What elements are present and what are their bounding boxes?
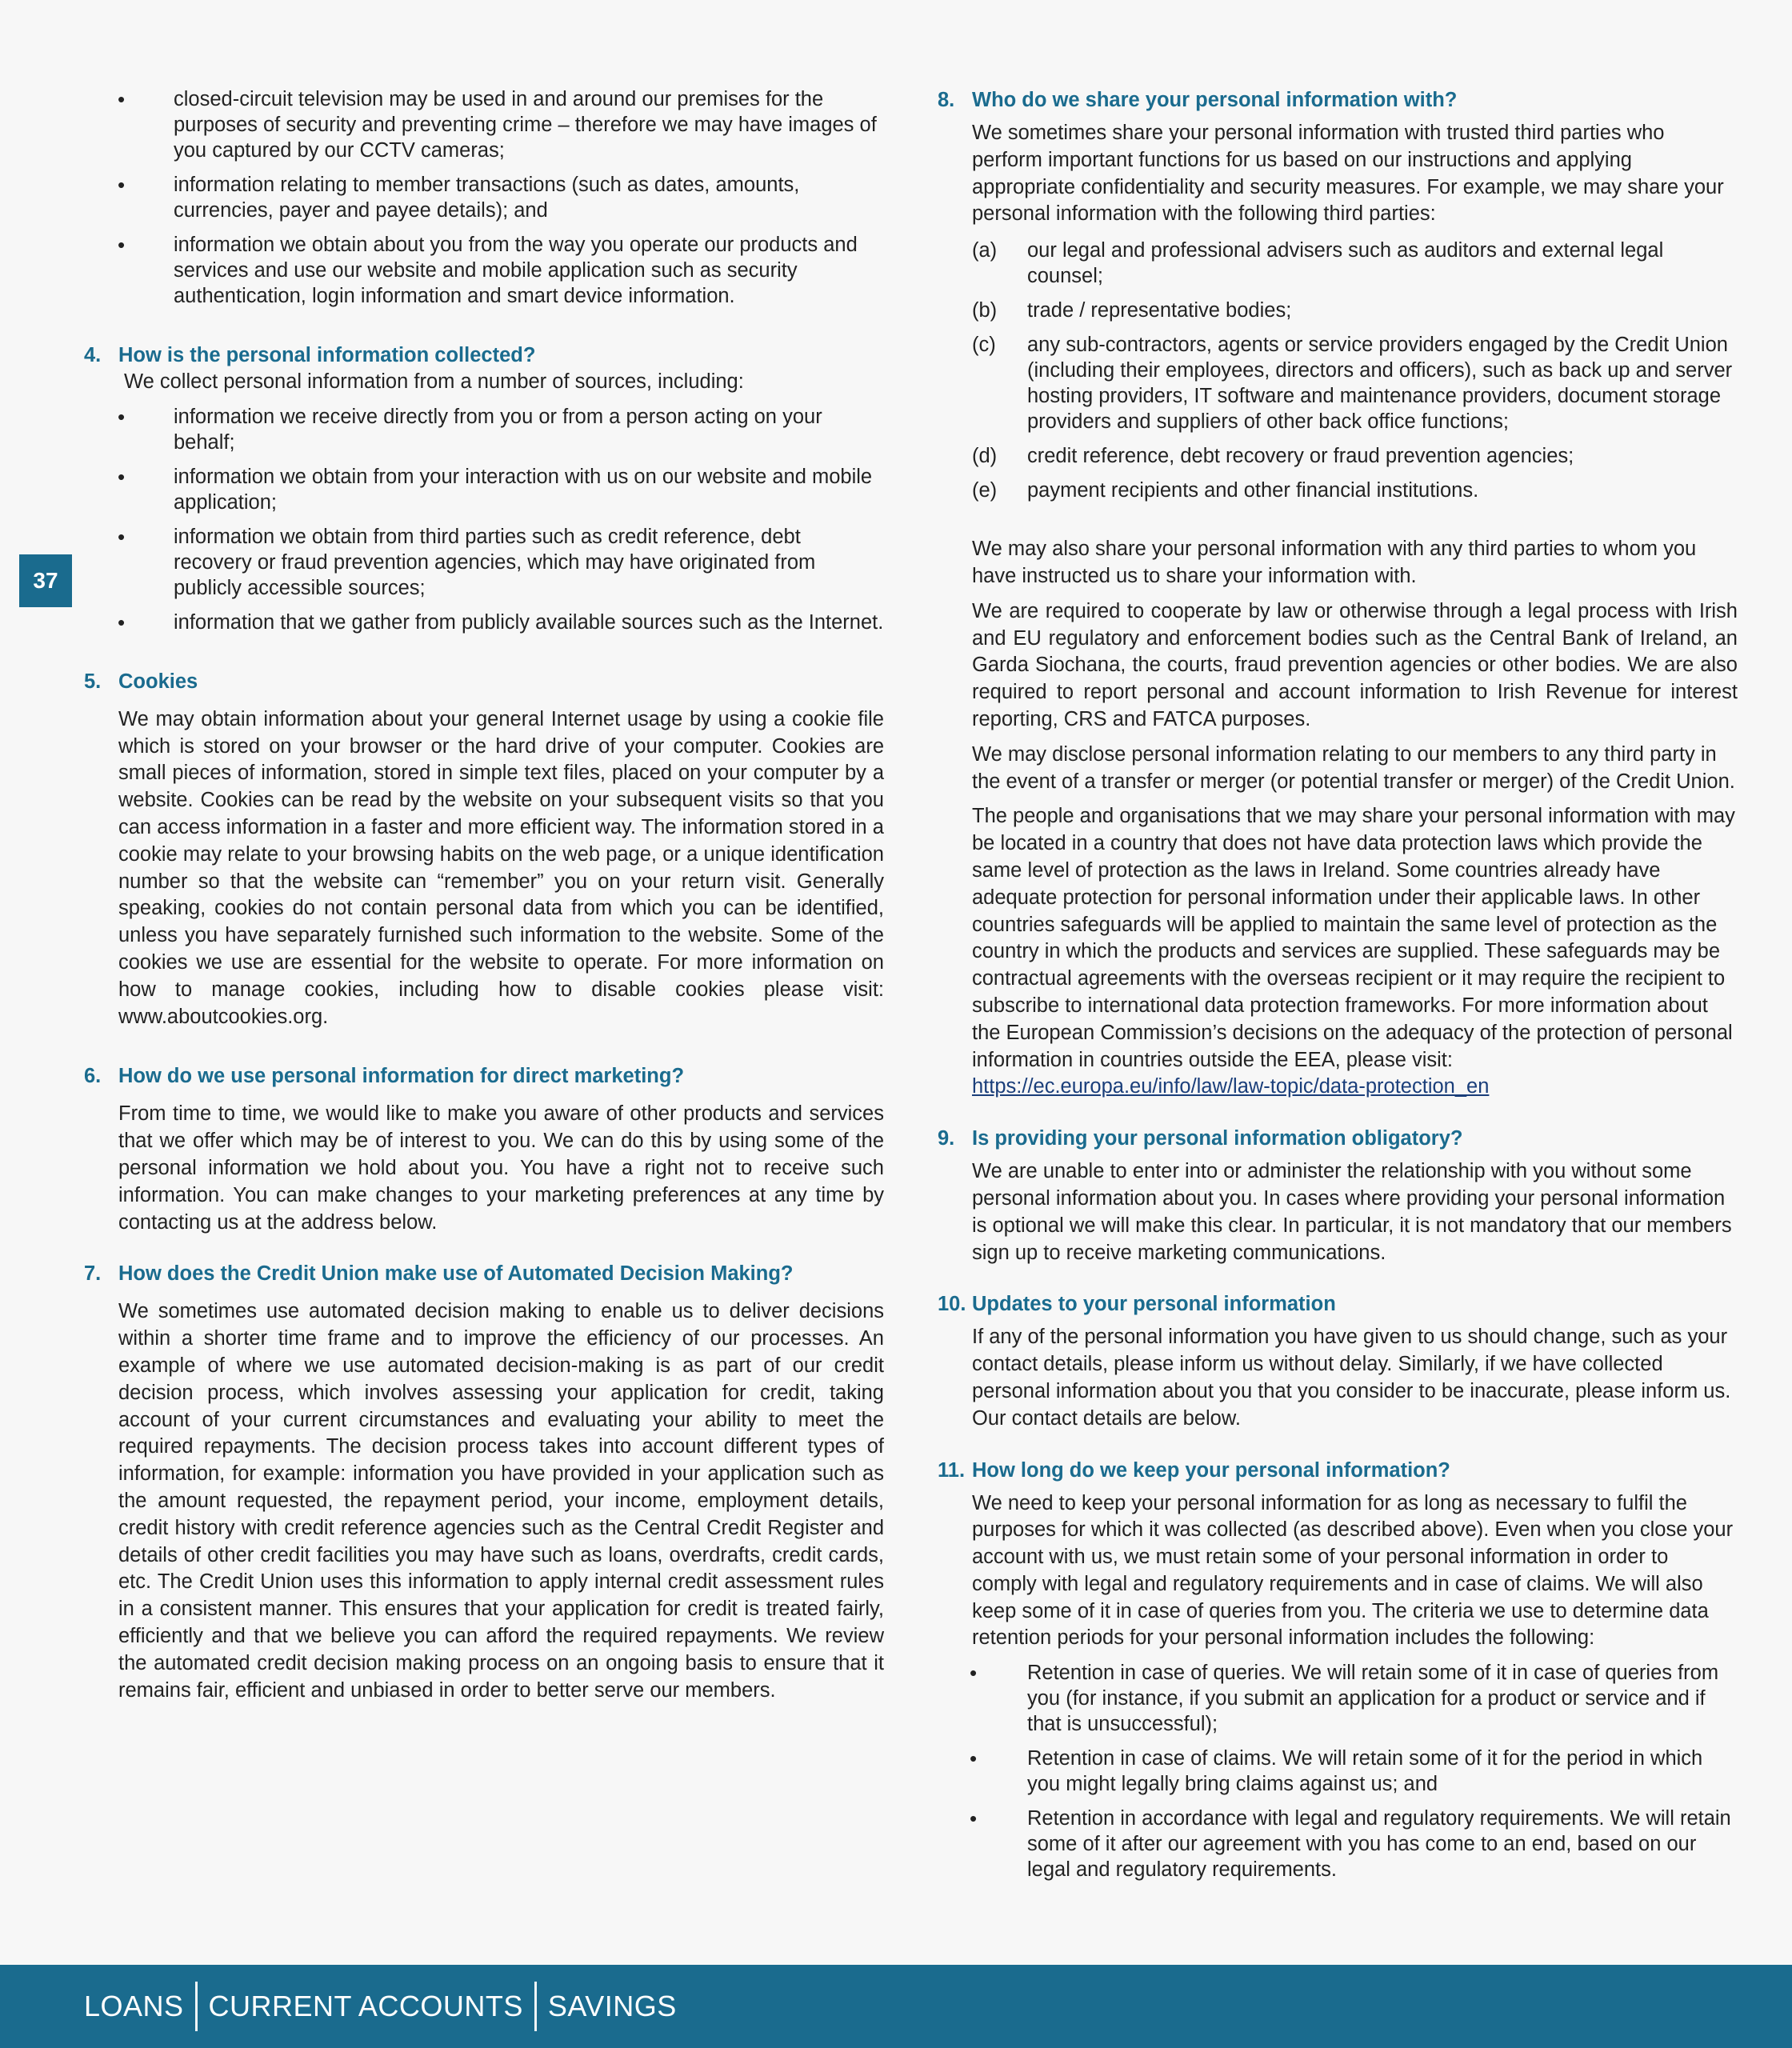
section-title: How long do we keep your personal information? (972, 1458, 1450, 1482)
list-item: • information we obtain from third parties such as credit reference, debt recovery or fraud prevention agencies, which may have originated from publicly accessible sources; (84, 524, 884, 601)
section-8-intro: We sometimes share your personal information with trusted third parties who perform important functions for us based on our instructions and applying appropriate confidentiality and security measures. For example, we may share your personal information with the following third parties: (972, 122, 1724, 226)
section-4-bullet-list (84, 404, 884, 635)
list-item (938, 478, 1738, 503)
list-item: • information we obtain about you from the way you operate our products and services and use our website and mobile application such as security authentication, login information and smart device information. (84, 232, 884, 309)
list-item: • information that we gather from publicly available sources such as the Internet. (84, 610, 884, 635)
section-9-heading (938, 1125, 1738, 1152)
list-item: • Retention in case of queries. We will retain some of it in case of queries from you (for instance, if you submit an application for a product or service and if that is unsuccessful); (938, 1660, 1738, 1737)
item-label: (b) (972, 299, 998, 322)
section-11-body: We need to keep your personal information for as long as necessary to fulfil the purposes for which it was collected (as described above). Even when you close your account with us, we must retain some of your personal information in order to comply with legal and regulatory requirements and in case of claims. We will also keep some of it in case of queries from you. The criteria we use to determine data retention periods for your personal information includes the following: (972, 1491, 1734, 1650)
section-number: 6. (84, 1065, 102, 1088)
list-item: • information we obtain from your interaction with us on our website and mobile application; (84, 464, 884, 515)
right-column (938, 86, 1738, 1891)
footer-item-current-accounts[interactable]: CURRENT ACCOUNTS (208, 1990, 523, 2022)
section-title: How do we use personal information for direct marketing? (118, 1065, 685, 1088)
section-number: 7. (84, 1262, 102, 1286)
section-number: 9. (938, 1127, 955, 1150)
section-4-heading (84, 342, 884, 369)
list-item (938, 443, 1738, 469)
item-label: (d) (972, 445, 998, 468)
section-title: Cookies (118, 670, 198, 693)
section-4-intro: We collect personal information from a number of sources, including: (124, 370, 744, 393)
section-title: Updates to your personal information (972, 1293, 1336, 1316)
section-8-paragraph: We may also share your personal information with any third parties to whom you have instructed us to share your information with. (972, 538, 1697, 587)
section-11-heading (938, 1457, 1738, 1484)
item-label: (e) (972, 479, 998, 502)
list-item (938, 298, 1738, 323)
section-7-heading (84, 1260, 884, 1287)
paragraph-text: The people and organisations that we may share your personal information with may be located in a country that does not have data protection laws which provide the same level of protection as the laws in Ireland. Some countries already have adequate protection for personal information under their applicable laws. In other countries safeguards will be applied to maintain the same level of protection as the country in which the products and services are supplied. These safeguards may be contractual agreements with the overseas recipient or it may require the recipient to subscribe to international data protection frameworks. For more information about the European Commission’s decisions on the adequacy of the protection of personal information in countries outside the EEA, please visit: (972, 805, 1735, 1071)
item-label: (c) (972, 334, 996, 357)
section-title: Who do we share your personal information with? (972, 89, 1458, 111)
section-8-lettered-list (938, 238, 1738, 503)
footer-divider (534, 1982, 537, 2031)
item-text: credit reference, debt recovery or fraud prevention agencies; (1027, 445, 1574, 468)
section-number: 4. (84, 344, 102, 366)
section-number: 10. (938, 1293, 966, 1316)
item-text: our legal and professional advisers such as auditors and external legal counsel; (1027, 239, 1664, 288)
section-10-body: If any of the personal information you have given to us should change, such as your contact details, please inform us without delay. Similarly, if we have collected personal information about you that you consider to be inaccurate, please inform us. Our contact details are below. (972, 1326, 1731, 1430)
footer-nav-bar (0, 1965, 1792, 2048)
list-item: • Retention in accordance with legal and regulatory requirements. We will retain some of it after our agreement with you has come to an end, based on our legal and regulatory requirements. (938, 1806, 1738, 1882)
section-title: How is the personal information collected? (118, 344, 536, 366)
section-number: 8. (938, 89, 955, 111)
list-item: • information relating to member transactions (such as dates, amounts, currencies, payer and payee details); and (84, 172, 884, 223)
footer-item-loans[interactable]: LOANS (84, 1990, 184, 2022)
section-5-heading (84, 668, 884, 695)
section-title: Is providing your personal information obligatory? (972, 1127, 1463, 1150)
section-11-bullet-list (938, 1660, 1738, 1882)
section-5-body: We may obtain information about your general Internet usage by using a cookie file which is stored on your browser or the hard drive of your computer. Cookies are small pieces of information, stored in simple text files, placed on your computer by a website. Cookies can be read by the website on your subsequent visits so that you can access information in a faster and more efficient way. The information stored in a cookie may relate to your browsing habits on the web page, or a unique identification number so that the website can “remember” you on your return visit. Generally speaking, cookies do not contain personal data from which you can be identified, unless you have separately furnished such information to the website. Some of the cookies we use are essential for the website to operate. For more information on how to manage cookies, including how to disable cookies please visit: www.aboutcookies.org. (118, 707, 884, 1028)
section-8-paragraph: We are required to cooperate by law or otherwise through a legal process with Irish and EU regulatory and enforcement bodies such as the Central Bank of Ireland, an Garda Siochana, the courts, fraud prevention agencies or other bodies. We are also required to report personal and account information to Irish Revenue for interest reporting, CRS and FATCA purposes. (972, 599, 1738, 730)
section-8-heading (938, 86, 1738, 114)
page-number-badge: 37 (19, 554, 72, 607)
section-6-body: From time to time, we would like to make you aware of other products and services that we offer which may be of interest to you. We can do this by using some of the personal information we hold about you. You have a right not to receive such information. You can make changes to your marketing preferences at any time by contacting us at the address below. (118, 1102, 884, 1234)
intro-bullet-list (84, 86, 884, 309)
footer-divider (195, 1982, 198, 2031)
footer-item-savings[interactable]: SAVINGS (547, 1990, 677, 2022)
section-8-paragraph (938, 803, 1738, 1101)
list-item (938, 238, 1738, 289)
section-number: 5. (84, 670, 102, 693)
list-item: • closed-circuit television may be used in and around our premises for the purposes of security and preventing crime – therefore we may have images of you captured by our CCTV cameras; (84, 86, 884, 163)
section-title: How does the Credit Union make use of Automated Decision Making? (118, 1262, 794, 1286)
section-9-body: We are unable to enter into or administer the relationship with you without some personal information about you. In cases where providing your personal information is optional we will make this clear. In particular, it is not mandatory that our members sign up to receive marketing communications. (972, 1160, 1732, 1264)
list-item: • information we receive directly from you or from a person acting on your behalf; (84, 404, 884, 455)
left-column (84, 86, 884, 1712)
section-8-paragraph: We may disclose personal information relating to our members to any third party in the event of a transfer or merger (or potential transfer or merger) of the Credit Union. (972, 742, 1735, 793)
item-text: any sub-contractors, agents or service providers engaged by the Credit Union (including their employees, directors and officers), such as back up and server hosting providers, IT software and maintenance providers, document storage providers and suppliers of other back office functions; (1027, 334, 1733, 434)
section-10-heading (938, 1290, 1738, 1318)
item-label: (a) (972, 239, 998, 262)
section-number: 11. (938, 1458, 966, 1482)
item-text: trade / representative bodies; (1027, 299, 1292, 322)
section-7-body: We sometimes use automated decision making to enable us to deliver decisions within a shorter time frame and to improve the efficiency of our processes. An example of where we use automated decision-making is as part of our credit decision process, which involves assessing your application for credit, taking account of your current circumstances and evaluating your ability to meet the required repayments. The decision process takes into account different types of information, for example: information you have provided in your application such as the amount requested, the repayment period, your income, employment details, credit history with credit reference agencies such as the Central Credit Register and details of other credit facilities you may have such as loans, overdrafts, credit cards, etc. The Credit Union uses this information to apply internal credit assessment rules in a consistent manner. This ensures that your application for credit is treated fairly, efficiently and that we believe you can afford the required repayments. We review the automated credit decision making process on an ongoing basis to ensure that it remains fair, efficient and unbiased in order to better serve our members. (118, 1300, 884, 1702)
item-text: payment recipients and other financial institutions. (1027, 479, 1479, 502)
list-item (938, 332, 1738, 434)
list-item: • Retention in case of claims. We will retain some of it for the period in which you might legally bring claims against us; and (938, 1746, 1738, 1797)
section-6-heading (84, 1062, 884, 1090)
data-protection-link[interactable]: https://ec.europa.eu/info/law/law-topic/data-protection_en (972, 1075, 1490, 1098)
